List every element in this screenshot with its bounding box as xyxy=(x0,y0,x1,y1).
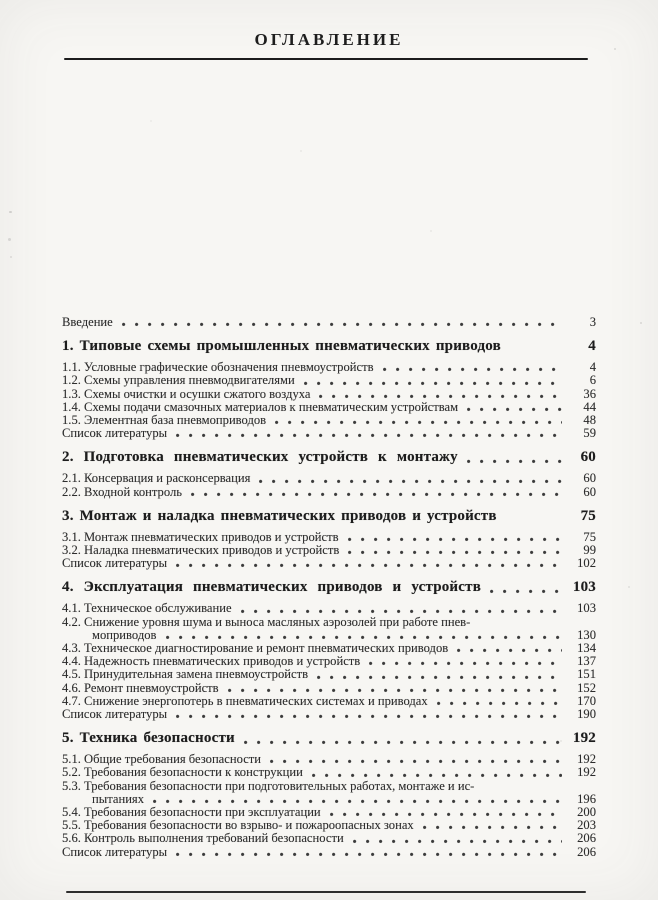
toc-section-heading xyxy=(62,449,596,466)
dot-leader xyxy=(483,786,562,791)
toc-entry-label: 4.3. Техническое диагностирование и ремонт пневматических приводов xyxy=(62,641,449,656)
toc-page-number: 192 xyxy=(577,765,596,780)
toc-entry-label: 5.1. Общие требования безопасности xyxy=(62,752,262,767)
scan-speck xyxy=(150,120,152,122)
toc-entry-label: 1. Типовые схемы промышленных пневматических приводов xyxy=(62,338,501,355)
dot-leader xyxy=(467,407,562,412)
dot-leader xyxy=(270,759,562,764)
dot-leader xyxy=(317,675,562,680)
toc-page-number: 60 xyxy=(583,471,596,486)
toc-page-number: 192 xyxy=(572,730,596,747)
toc-entry xyxy=(62,708,596,721)
dot-leader xyxy=(437,701,562,706)
dot-leader xyxy=(330,812,562,817)
toc-entry xyxy=(62,668,596,681)
dot-leader xyxy=(423,825,562,830)
toc-entry-label: 3.2. Наладка пневматических приводов и устройств xyxy=(62,543,340,558)
toc-page-number: 151 xyxy=(577,667,596,682)
toc-entry-label: Список литературы xyxy=(62,844,168,859)
toc-page-number: 6 xyxy=(589,373,596,388)
toc-entry-label: 1.1. Условные графические обозначения пневмоустройств xyxy=(62,360,374,375)
header-rule xyxy=(64,58,588,60)
toc-entry-label: Список литературы xyxy=(62,707,168,722)
toc-entry-label: 4.5. Принудительная замена пневмоустройств xyxy=(62,667,309,682)
scan-speck xyxy=(640,322,642,324)
dot-leader xyxy=(353,839,562,844)
toc-entry xyxy=(62,374,596,387)
toc-page-number: 206 xyxy=(577,831,596,846)
dot-leader xyxy=(241,609,562,614)
dot-leader xyxy=(176,714,562,719)
toc-entry-label: Список литературы xyxy=(62,556,168,571)
dot-leader xyxy=(467,459,562,464)
toc-page-number: 36 xyxy=(583,386,596,401)
toc-entry-label: 4.6. Ремонт пневмоустройств xyxy=(62,680,219,695)
toc-entry-label: пытаниях xyxy=(92,791,145,806)
toc-page-number: 203 xyxy=(577,818,596,833)
toc-entry-label: Введение xyxy=(62,315,113,329)
toc-entry-label: 5. Техника безопасности xyxy=(62,730,235,747)
dot-leader xyxy=(228,688,562,693)
toc-entry xyxy=(62,557,596,570)
toc-section-heading xyxy=(62,579,596,596)
dot-leader xyxy=(479,622,562,627)
dot-leader xyxy=(369,661,562,666)
toc-page-number: 59 xyxy=(583,426,596,441)
dot-leader xyxy=(510,348,562,353)
toc-list xyxy=(62,316,596,859)
toc-page-number: 192 xyxy=(577,752,596,767)
toc-entry-label: 1.4. Схемы подачи смазочных материалов к пневматическим устройствам xyxy=(62,399,459,414)
toc-page-number: 44 xyxy=(583,399,596,414)
toc-page-number: 48 xyxy=(583,413,596,428)
toc-entry-label: 5.6. Контроль выполнения требований безопасности xyxy=(62,831,344,846)
toc-page-number: 4 xyxy=(589,360,596,375)
dot-leader xyxy=(312,773,562,778)
toc-entry-label: 2.2. Входной контроль xyxy=(62,484,182,499)
toc-entry xyxy=(62,846,596,859)
toc-page-number: 137 xyxy=(577,654,596,669)
toc-entry xyxy=(62,472,596,485)
toc-entry xyxy=(62,316,596,329)
toc-entry xyxy=(62,486,596,499)
toc-entry-label: 3.1. Монтаж пневматических приводов и устройств xyxy=(62,529,339,544)
toc-page-number: 75 xyxy=(583,529,596,544)
toc-page-number: 99 xyxy=(583,543,596,558)
dot-leader xyxy=(319,394,562,399)
toc-entry-label: 4. Эксплуатация пневматических приводов и устройств xyxy=(62,579,482,596)
toc-page-number: 190 xyxy=(577,707,596,722)
toc-page-number: 170 xyxy=(577,693,596,708)
toc-page-number: 75 xyxy=(580,507,596,524)
dot-leader xyxy=(383,367,562,372)
toc-page-number: 60 xyxy=(583,484,596,499)
toc-page-number: 3 xyxy=(589,315,596,329)
toc-page-number: 102 xyxy=(577,556,596,571)
toc-entry-label: Список литературы xyxy=(62,426,168,441)
scan-speck xyxy=(300,150,302,152)
dot-leader xyxy=(304,381,562,386)
toc-entry-label: 3. Монтаж и наладка пневматических приводов и устройств xyxy=(62,507,497,524)
toc-entry-label: 4.7. Снижение энергопотерь в пневматических системах и приводах xyxy=(62,693,428,708)
dot-leader xyxy=(490,589,562,594)
toc-entry xyxy=(62,780,596,793)
toc-page-number: 103 xyxy=(577,601,596,616)
dot-leader xyxy=(176,852,562,857)
toc-entry xyxy=(62,427,596,440)
toc-page-number: 103 xyxy=(572,579,596,596)
scan-speck xyxy=(10,256,12,258)
toc-entry-label: 5.4. Требования безопасности при эксплуатации xyxy=(62,805,321,820)
dot-leader xyxy=(348,550,562,555)
toc-section-heading xyxy=(62,508,596,525)
toc-entry-label: 1.5. Элементная база пневмоприводов xyxy=(62,413,267,428)
toc-entry-label: 2.1. Консервация и расконсервация xyxy=(62,471,251,486)
dot-leader xyxy=(506,518,562,523)
toc-page-number: 60 xyxy=(580,449,596,466)
toc-entry-label: 4.2. Снижение уровня шума и выноса масляных аэрозолей при работе пнев- xyxy=(62,614,471,629)
toc-page-number: 196 xyxy=(577,791,596,806)
toc-entry-label: 2. Подготовка пневматических устройств к монтажу xyxy=(62,449,458,466)
page-title: ОГЛАВЛЕНИЕ xyxy=(254,30,404,49)
footer-rule xyxy=(66,891,586,893)
toc-page-number: 152 xyxy=(577,680,596,695)
toc-section-heading xyxy=(62,338,596,355)
toc-entry-label: 4.4. Надежность пневматических приводов и устройств xyxy=(62,654,361,669)
toc-entry-label: 4.1. Техническое обслуживание xyxy=(62,601,232,616)
toc-entry-label: 5.5. Требования безопасности во взрыво- и пожароопасных зонах xyxy=(62,818,414,833)
toc-section-heading xyxy=(62,730,596,747)
toc-page-number: 4 xyxy=(588,338,596,355)
scan-speck xyxy=(8,238,11,241)
toc-page-number: 130 xyxy=(577,627,596,642)
dot-leader xyxy=(176,563,562,568)
dot-leader xyxy=(259,479,562,484)
dot-leader xyxy=(348,537,562,542)
toc-entry-label: 5.3. Требования безопасности при подготовительных работах, монтаже и ис- xyxy=(62,778,475,793)
toc-entry-label: 5.2. Требования безопасности к конструкции xyxy=(62,765,303,780)
dot-leader xyxy=(153,799,562,804)
toc-page-number: 134 xyxy=(577,641,596,656)
toc-entry xyxy=(62,616,596,629)
dot-leader xyxy=(275,420,562,425)
toc-entry-label: моприводов xyxy=(92,627,157,642)
toc-entry xyxy=(62,602,596,615)
toc-entry xyxy=(62,766,596,779)
dot-leader xyxy=(122,322,562,327)
toc-entry xyxy=(62,832,596,845)
toc-page-number: 206 xyxy=(577,844,596,859)
scan-speck xyxy=(9,211,12,213)
toc-entry-label: 1.3. Схемы очистки и осушки сжатого воздуха xyxy=(62,386,311,401)
toc-entry-label: 1.2. Схемы управления пневмодвигателями xyxy=(62,373,295,388)
toc-entry xyxy=(62,682,596,695)
scan-speck xyxy=(430,230,432,232)
toc-page-number: 200 xyxy=(577,805,596,820)
dot-leader xyxy=(244,740,562,745)
toc-entry xyxy=(62,388,596,401)
dot-leader xyxy=(457,648,562,653)
dot-leader xyxy=(191,492,562,497)
dot-leader xyxy=(176,433,562,438)
scan-speck xyxy=(628,586,630,588)
dot-leader xyxy=(166,635,563,640)
